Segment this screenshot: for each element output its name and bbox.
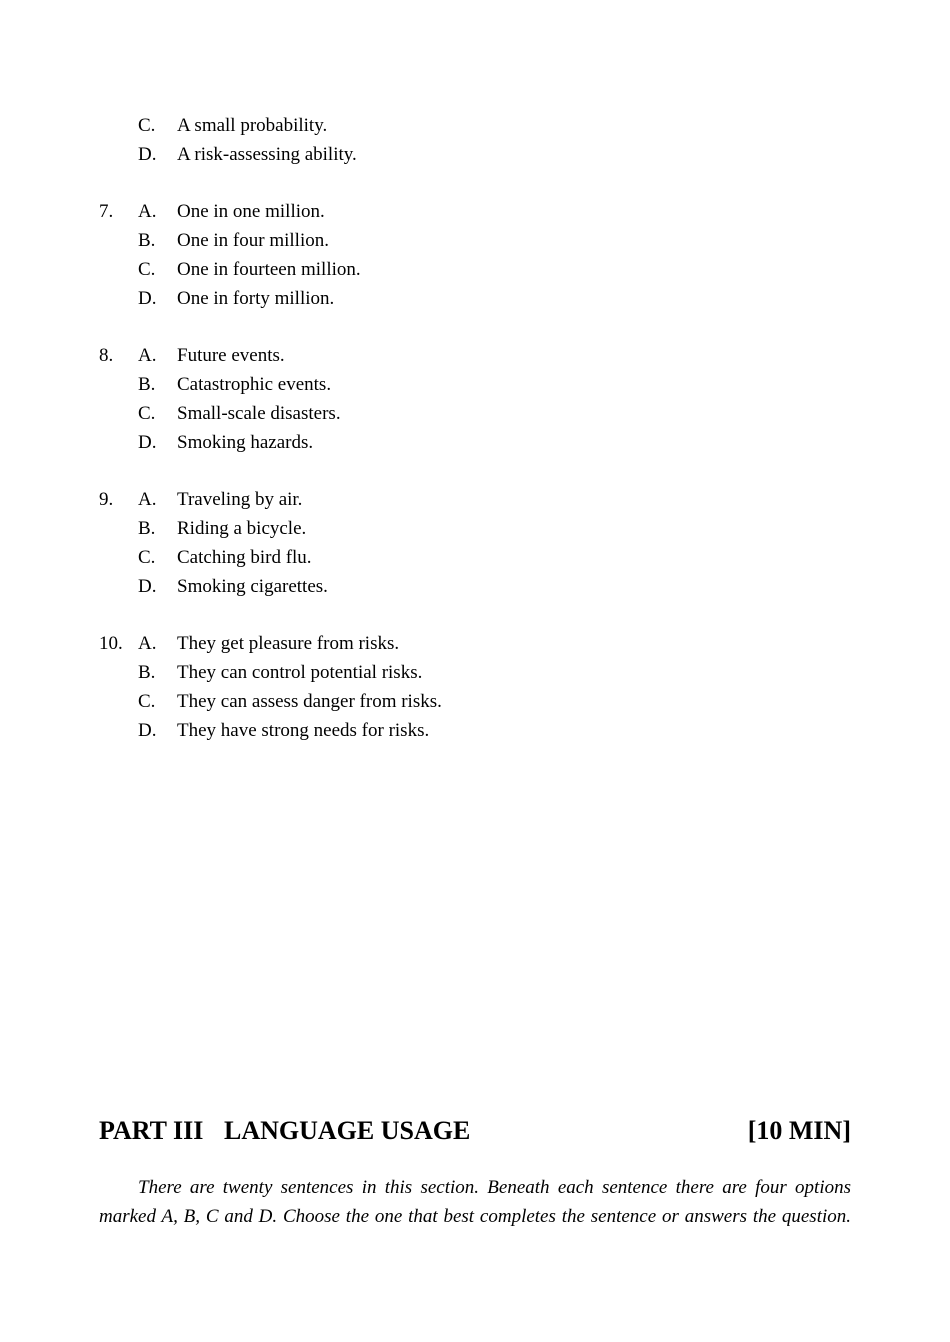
option-letter: A. xyxy=(138,201,157,222)
option-text: Smoking cigarettes. xyxy=(177,576,328,597)
option-text: Catastrophic events. xyxy=(177,374,332,395)
option-letter: D. xyxy=(138,144,157,165)
option-text: Smoking hazards. xyxy=(177,432,314,453)
option-text: A small probability. xyxy=(177,115,328,136)
option-text: They get pleasure from risks. xyxy=(177,633,400,654)
option-letter: B. xyxy=(138,374,156,395)
option-letter: A. xyxy=(138,345,157,366)
option-text: One in one million. xyxy=(177,201,325,222)
option-text: They can control potential risks. xyxy=(177,662,423,683)
option-letter: B. xyxy=(138,518,156,539)
option-text: They can assess danger from risks. xyxy=(177,691,442,712)
section-part-label: PART III xyxy=(99,1116,204,1145)
option-letter: C. xyxy=(138,547,156,568)
section-title: LANGUAGE USAGE xyxy=(224,1116,471,1145)
question-number: 7. xyxy=(99,201,114,222)
option-letter: A. xyxy=(138,633,157,654)
option-text: A risk-assessing ability. xyxy=(177,144,357,165)
question-number: 8. xyxy=(99,345,114,366)
section-instructions: There are twenty sentences in this section. Beneath each sentence there are four options marked A, B, C and D. Choose the one that best completes the sentence or answers the question. xyxy=(99,1177,851,1227)
option-letter: C. xyxy=(138,403,156,424)
option-text: One in fourteen million. xyxy=(177,259,361,280)
option-text: Future events. xyxy=(177,345,285,366)
section-time-limit: [10 MIN] xyxy=(747,1116,851,1145)
option-letter: C. xyxy=(138,691,156,712)
option-letter: C. xyxy=(138,115,156,136)
option-text: Small-scale disasters. xyxy=(177,403,341,424)
section-heading xyxy=(99,1114,851,1148)
question-number: 10. xyxy=(99,633,123,654)
option-text: Traveling by air. xyxy=(177,489,303,510)
option-letter: D. xyxy=(138,288,157,309)
option-text: Catching bird flu. xyxy=(177,547,312,568)
option-letter: D. xyxy=(138,432,157,453)
option-letter: C. xyxy=(138,259,156,280)
option-text: They have strong needs for risks. xyxy=(177,720,430,741)
option-text: One in forty million. xyxy=(177,288,335,309)
option-letter: D. xyxy=(138,576,157,597)
option-letter: D. xyxy=(138,720,157,741)
option-text: One in four million. xyxy=(177,230,329,251)
option-letter: A. xyxy=(138,489,157,510)
question-number: 9. xyxy=(99,489,114,510)
option-letter: B. xyxy=(138,230,156,251)
option-letter: B. xyxy=(138,662,156,683)
option-text: Riding a bicycle. xyxy=(177,518,307,539)
